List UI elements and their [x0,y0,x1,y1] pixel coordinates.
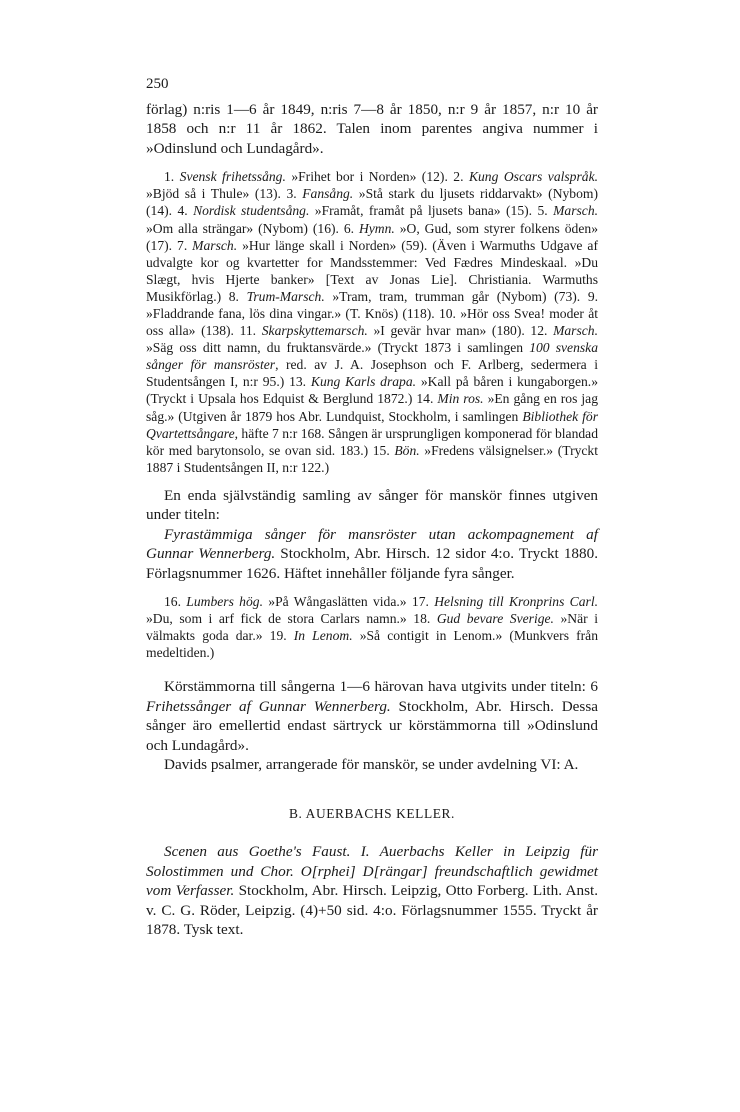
song-details: »Om alla strängar» (Nybom) (16). [146,220,344,236]
song-title: Marsch. [553,323,598,339]
auerbach-paragraph [146,842,598,939]
song-details: »O, Gud, som styrer folkens öden» (17). [146,220,598,253]
song-number: 4. [177,203,194,219]
song-title: Fansång. [302,186,354,202]
song-details: »Säg oss ditt namn, du fruktansvärde.» (Tryckt 1873 i samlingen [146,340,530,356]
song-number: 19. [269,628,294,644]
choral-parts-title: Frihetssånger af Gunnar Wennerberg. [146,697,391,715]
song-details: »Stå stark du ljusets riddarvakt» (Nybom) (14). [146,186,598,219]
song-details: , red. av J. A. Josephson och F. Arlberg, sedermera i Studentsången I, n:r 95.) [146,357,599,390]
song-number: 7. [177,237,193,253]
song-details: »Bjöd så i Thule» (13). [146,186,287,202]
song-details: »Hur länge skall i Norden» (59). (Även i Warmuths Udgave af udvalgte kor og kvartetter for Mandsstemmer: Ved Fædres Mindeskaal. »Du Slægt, hvis Hjerte banker» [Text av Jonas Lie]. Christiania. Warmuths Musikförlag.) [146,237,598,304]
song-title: Bön. [394,442,420,458]
song-number: 12. [530,323,554,339]
song-title: Lumbers hög. [186,593,263,609]
song-title: Kung Oscars valspråk. [468,169,598,185]
choral-parts-paragraph [146,677,598,755]
collection-title: Fyrastämmiga sånger för mansröster utan ackompagnement af Gunnar Wennerberg. [146,525,598,563]
song-number: 6. [343,220,359,236]
auerbach-details: Stockholm, Abr. Hirsch. Leipzig, Otto Forberg. Lith. Anst. v. C. G. Röder, Leipzig. (4)+50 sid. 4:o. Förlagsnummer 1555. Tryckt år 1878. Tysk text. [146,882,598,938]
song-details: »Frihet bor i Norden» (12). [285,169,454,185]
collection-details: Stockholm, Abr. Hirsch. 12 sidor 4:o. Tryckt 1880. Förlagsnummer 1626. Häftet innehåller följande fyra sånger. [146,545,598,582]
song-number: 10. [438,305,461,321]
song-details: »Så contigit in Lenom.» (Munkvers från medeltiden.) [146,628,598,661]
song-title: Hymn. [358,220,395,236]
intro-paragraph: förlag) n:ris 1—6 år 1849, n:ris 7—8 år 1850, n:r 9 år 1857, n:r 10 år 1858 och n:r 11 år 1862. Talen inom parentes angiva nummer i »Odinslund och Lundagård». [146,101,598,157]
song-number: 13. [289,374,311,390]
song-title: Nordisk studentsång. [193,203,310,219]
song-number: 1. [164,169,180,185]
song-details: »När i välmakts goda dar.» [146,611,598,644]
song-details: »I gevär hvar man» (180). [367,323,531,339]
page-number: 250 [146,76,169,92]
song-number: 14. [416,391,438,407]
song-title: Skarpskyttemarsch. [261,323,368,339]
song-title: Gud bevare Sverige. [436,611,554,627]
song-number: 17. [411,593,435,609]
text-column [146,100,598,939]
song-title: Min ros. [437,391,484,407]
song-title: In Lenom. [293,628,353,644]
song-number: 5. [537,203,554,219]
song-title: Trum-Marsch. [246,288,325,304]
song-title: Bibliothek för Qvartettsångare [146,408,598,441]
auerbach-title: Scenen aus Goethe's Faust. I. Auerbachs Keller in Leipzig für Solostimmen und Chor. O[rphei] D[rängar] freundschaftlich gewidmet vom Verfasser. [146,843,598,900]
song-title: Marsch. [192,237,238,253]
choral-parts-text-b: Stockholm, Abr. Hirsch. Dessa sånger äro emellertid endast särtryck ur körstämmorna till »Odinslund och Lundagård». [146,697,598,754]
song-number: 15. [372,442,395,458]
song-title: Kung Karls drapa. [310,374,417,390]
section-heading: B. AUERBACHS KELLER. [288,806,455,822]
song-details: »Kall på båren i kungaborgen.» (Tryckt i Upsala hos Edquist & Berglund 1872.) [146,374,598,407]
choral-parts-text-a: Körstämmorna till sångerna 1—6 härovan hava utgivits under titeln: 6 [164,678,598,696]
song-title: Helsning till Kronprins Carl. [434,593,598,609]
collection-title-paragraph [146,525,598,583]
song-details: »På Wångaslätten vida.» [262,593,412,609]
song-number: 3. [286,186,303,202]
song-details: »Du, som i arf fick de stora Carlars namn.» [146,611,414,627]
psalms-paragraph: Davids psalmer, arrangerade för manskör, se under avdelning VI: A. [164,755,579,773]
song-details: , häfte 7 n:r 168. Sången är ursprungligen komponerad för blandad kör med barytonsolo, se ovan sid. 183.) [146,425,598,458]
song-details: »En gång en ros jag såg.» (Utgiven år 1879 hos Abr. Lundquist, Stockholm, i samlingen [146,391,598,424]
song-title: Svensk frihetssång. [179,169,286,185]
song-number: 16. [164,593,187,609]
song-number: 9. [587,288,599,304]
song-number: 18. [413,611,437,627]
song-details: »Tram, tram, trumman går (Nybom) (73). [324,288,588,304]
song-title: Marsch. [553,203,599,219]
song-details: »Framåt, framåt på ljusets bana» (15). [309,203,538,219]
song-list-1 [146,168,598,476]
song-title: 100 svenska sånger för mansröster [146,340,598,373]
song-number: 8. [228,288,247,304]
song-details: »Fladdrande fana, lös dina vingar.» (T. Knös) (118). [146,305,439,321]
collection-intro-paragraph: En enda självständig samling av sånger för manskör finnes utgiven under titeln: [146,486,598,524]
song-number: 2. [453,169,469,185]
song-details: »Fredens välsignelser.» (Tryckt 1887 i Studentsången II, n:r 122.) [146,442,598,475]
song-list-2 [146,593,598,661]
song-details: »Hör oss Svea! moder åt oss alla» (138). [146,305,598,339]
song-number: 11. [239,323,262,339]
